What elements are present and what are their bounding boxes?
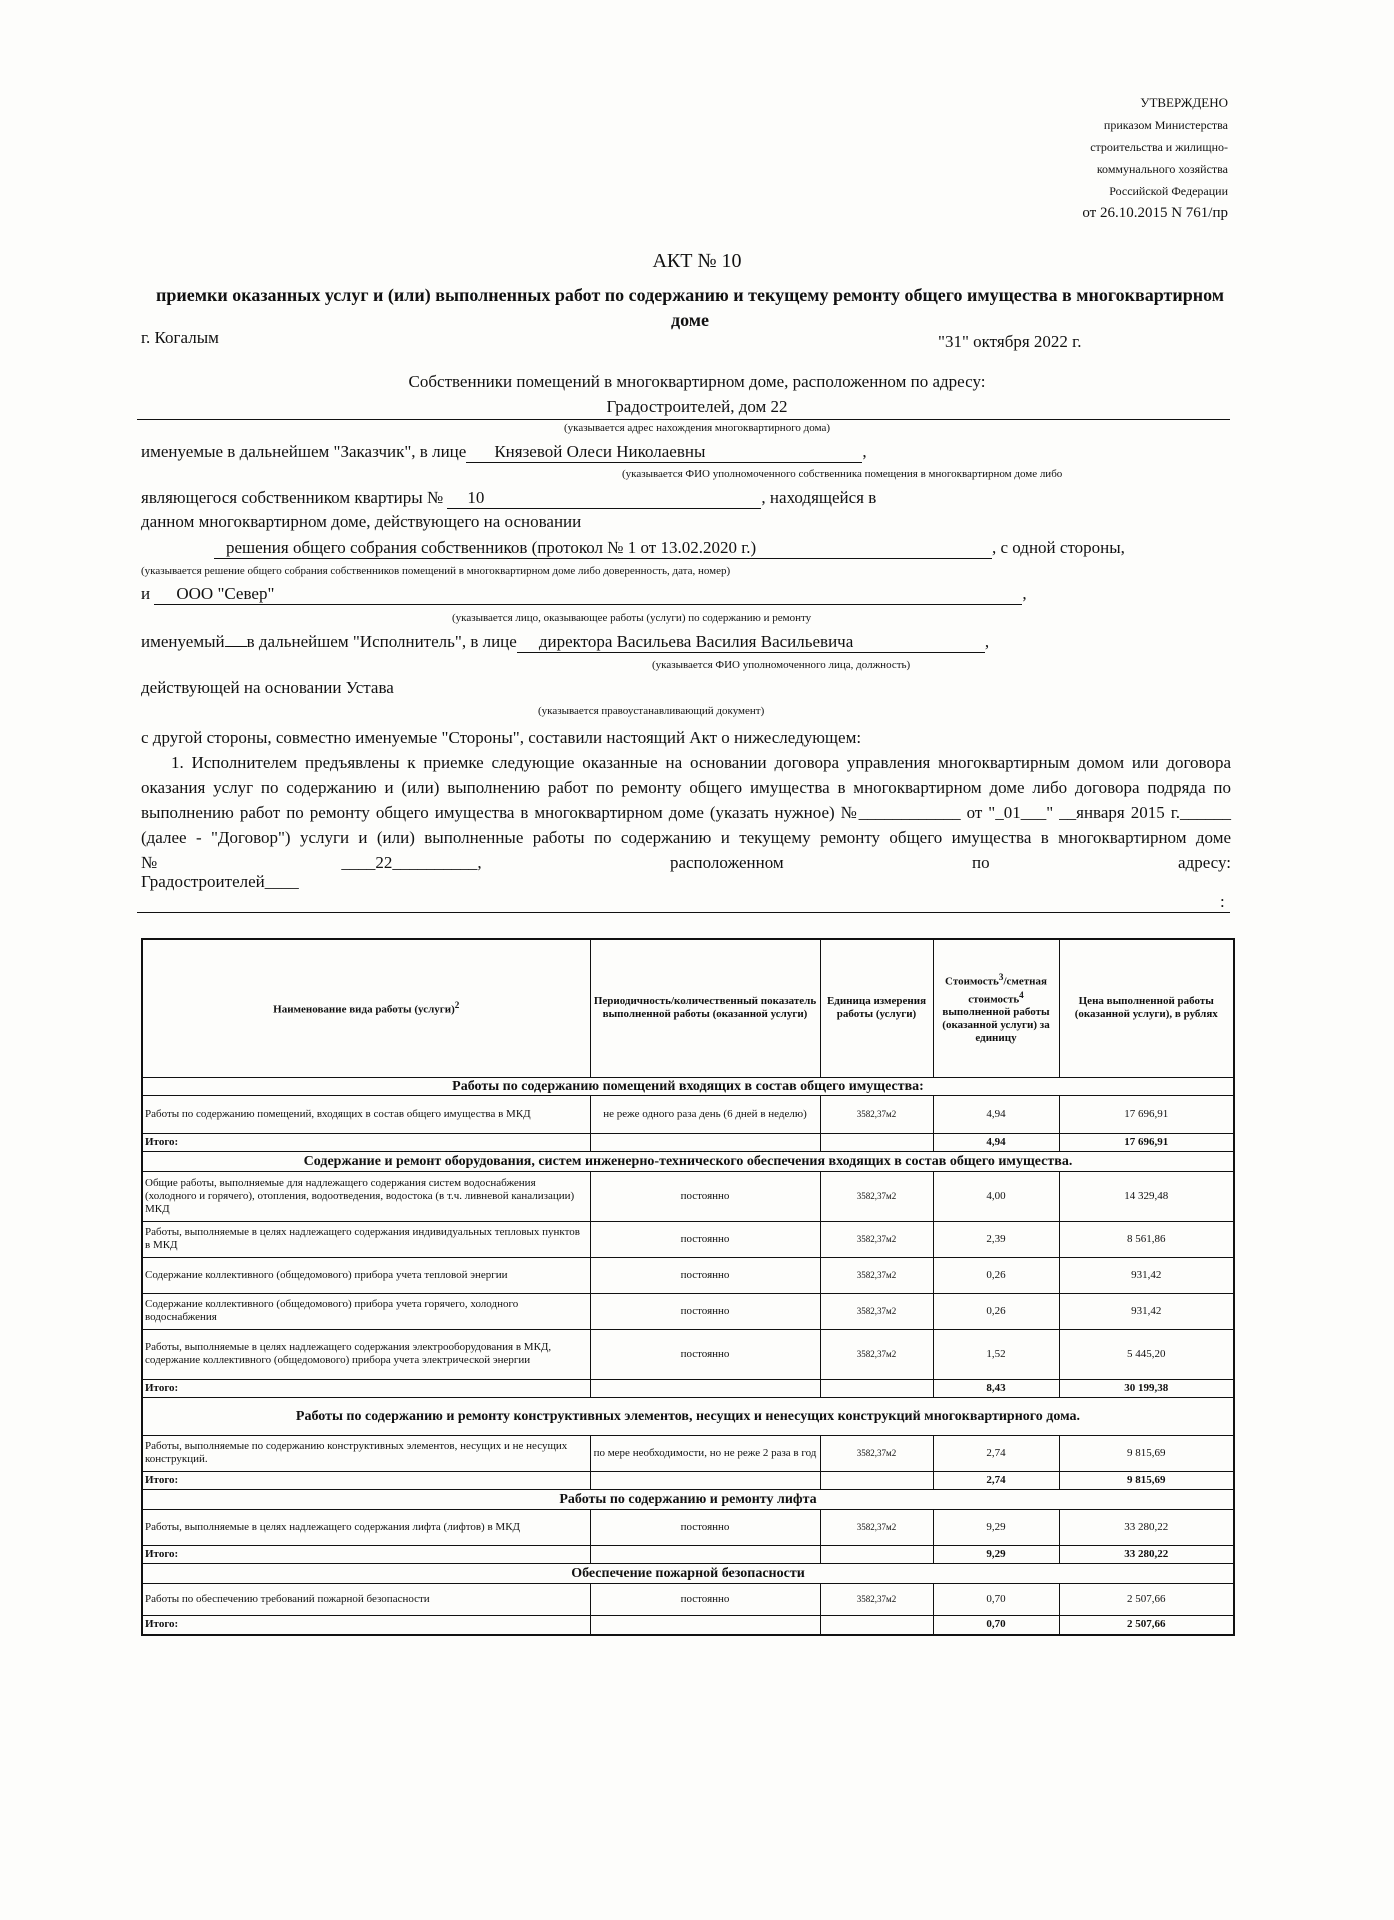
rep-prefix: именуемый xyxy=(141,632,225,651)
header-name: Наименование вида работы (услуги)$^2$ xyxy=(142,939,590,1077)
cell-unit: 3582,37м2 xyxy=(820,1329,933,1379)
table-row xyxy=(142,1435,1234,1471)
apartment-number: 10 xyxy=(447,488,761,509)
cell-period: постоянно xyxy=(590,1221,820,1257)
cell-name: Общие работы, выполняемые для надлежащего содержания систем водоснабжения (холодного и горячего), отопления, водоотведения, водостока (в т.ч. ливневой канализации) МКД xyxy=(142,1171,590,1221)
cell-price: 33 280,22 xyxy=(1059,1509,1234,1545)
table-row xyxy=(142,1509,1234,1545)
body-intro: с другой стороны, совместно именуемые "Стороны", составили настоящий Акт о нижеследующем: xyxy=(141,728,862,747)
contractor-basis: действующей на основании Устава xyxy=(141,678,394,697)
total-row xyxy=(142,1471,1234,1489)
owner-suffix: , находящейся в xyxy=(761,488,877,507)
basis-hint: (указывается решение общего собрания собственников помещений в многоквартирном доме либо доверенность, дата, номер) xyxy=(141,565,731,577)
contractor-basis-hint: (указывается правоустанавливающий документ) xyxy=(538,705,765,717)
cell-period: постоянно xyxy=(590,1509,820,1545)
table-header-row xyxy=(142,939,1234,1077)
body-paragraph xyxy=(141,750,1231,875)
cell-unit: 3582,37м2 xyxy=(820,1171,933,1221)
header-cost: Стоимость$^3$/сметная стоимость$^4$ выполненной работы (оказанной услуги) за единицу xyxy=(933,939,1059,1077)
cell-period: постоянно xyxy=(590,1171,820,1221)
total-cost: 0,70 xyxy=(933,1615,1059,1635)
total-label: Итого: xyxy=(142,1545,590,1563)
total-row xyxy=(142,1545,1234,1563)
cell-unit: 3582,37м2 xyxy=(820,1435,933,1471)
cell-name: Содержание коллективного (общедомового) прибора учета горячего, холодного водоснабжения xyxy=(142,1293,590,1329)
total-row xyxy=(142,1133,1234,1151)
basis-line: данном многоквартирном доме, действующего на основании xyxy=(141,512,582,531)
customer-prefix: именуемые в дальнейшем "Заказчик", в лице xyxy=(141,442,467,461)
cell-period: по мере необходимости, но не реже 2 раза в год xyxy=(590,1435,820,1471)
approval-title: УТВЕРЖДЕНО xyxy=(1140,95,1228,110)
cell-name: Работы по обеспечению требований пожарной безопасности xyxy=(142,1583,590,1615)
cell-period: постоянно xyxy=(590,1293,820,1329)
section-title-row xyxy=(142,1077,1234,1095)
total-price: 9 815,69 xyxy=(1059,1471,1234,1489)
rep-hint: (указывается ФИО уполномоченного лица, должность) xyxy=(652,659,911,671)
rep-mid: в дальнейшем "Исполнитель", в лице xyxy=(246,632,517,651)
cell-unit: 3582,37м2 xyxy=(820,1293,933,1329)
contractor-name: ООО "Север" xyxy=(154,584,1022,605)
cell-period: постоянно xyxy=(590,1329,820,1379)
table-row xyxy=(142,1171,1234,1221)
table-row xyxy=(142,1293,1234,1329)
approval-line: приказом Министерства xyxy=(1103,118,1228,132)
section-title-row xyxy=(142,1151,1234,1171)
cell-name: Работы по содержанию помещений, входящих в состав общего имущества в МКД xyxy=(142,1095,590,1133)
total-cost: 2,74 xyxy=(933,1471,1059,1489)
cell-cost: 4,00 xyxy=(933,1171,1059,1221)
section-title: Обеспечение пожарной безопасности xyxy=(142,1563,1234,1583)
cell-price: 5 445,20 xyxy=(1059,1329,1234,1379)
approval-date: от 26.10.2015 N 761/пр xyxy=(1082,205,1228,221)
cell-unit: 3582,37м2 xyxy=(820,1583,933,1615)
body-p1-end: Градостроителей____ xyxy=(141,872,299,891)
header-period: Периодичность/количественный показатель выполненной работы (оказанной услуги) xyxy=(590,939,820,1077)
section-title-row xyxy=(142,1563,1234,1583)
contractor-line: и ООО "Север" , xyxy=(141,584,1027,603)
total-cost: 9,29 xyxy=(933,1545,1059,1563)
cell-price: 2 507,66 xyxy=(1059,1583,1234,1615)
cell-cost: 4,94 xyxy=(933,1095,1059,1133)
total-label: Итого: xyxy=(142,1471,590,1489)
address-hint: (указывается адрес нахождения многоквартирного дома) xyxy=(563,422,830,434)
total-price: 30 199,38 xyxy=(1059,1379,1234,1397)
approval-line: Российской Федерации xyxy=(1109,184,1228,198)
cell-price: 14 329,48 xyxy=(1059,1171,1234,1221)
contractor-prefix: и xyxy=(141,584,151,603)
total-label: Итого: xyxy=(142,1379,590,1397)
approval-block xyxy=(1082,92,1228,224)
address-continuation-line xyxy=(137,912,1230,913)
total-price: 33 280,22 xyxy=(1059,1545,1234,1563)
cell-price: 17 696,91 xyxy=(1059,1095,1234,1133)
customer-line: именуемые в дальнейшем "Заказчик", в лице Князевой Олеси Николаевны , xyxy=(141,442,867,461)
cell-cost: 0,26 xyxy=(933,1257,1059,1293)
table-row xyxy=(142,1221,1234,1257)
total-cost: 8,43 xyxy=(933,1379,1059,1397)
contractor-hint: (указывается лицо, оказывающее работы (услуги) по содержанию и ремонту xyxy=(452,612,812,624)
cell-cost: 2,74 xyxy=(933,1435,1059,1471)
total-price: 17 696,91 xyxy=(1059,1133,1234,1151)
total-price: 2 507,66 xyxy=(1059,1615,1234,1635)
customer-hint: (указывается ФИО уполномоченного собственника помещения в многоквартирном доме либо xyxy=(622,468,1063,480)
cell-unit: 3582,37м2 xyxy=(820,1509,933,1545)
cell-price: 931,42 xyxy=(1059,1293,1234,1329)
approval-line: коммунального хозяйства xyxy=(1096,162,1228,176)
owners-address: Градостроителей, дом 22 xyxy=(606,397,788,416)
act-date: "31" октября 2022 г. xyxy=(938,332,1082,351)
cell-cost: 0,26 xyxy=(933,1293,1059,1329)
rep-name: директора Васильева Василия Васильевича xyxy=(517,632,985,653)
cell-period: постоянно xyxy=(590,1583,820,1615)
total-label: Итого: xyxy=(142,1615,590,1635)
section-title-row xyxy=(142,1489,1234,1509)
cell-name: Работы, выполняемые по содержанию конструктивных элементов, несущих и не несущих конструкций. xyxy=(142,1435,590,1471)
cell-name: Работы, выполняемые в целях надлежащего содержания электрооборудования в МКД, содержание коллективного (общедомового) прибора учета электрической энергии xyxy=(142,1329,590,1379)
total-label: Итого: xyxy=(142,1133,590,1151)
cell-name: Работы, выполняемые в целях надлежащего содержания лифта (лифтов) в МКД xyxy=(142,1509,590,1545)
address-underline xyxy=(137,419,1230,420)
act-subtitle: приемки оказанных услуг и (или) выполненных работ по содержанию и текущему ремонту общего имущества в многоквартирном доме xyxy=(155,285,1225,330)
cell-name: Содержание коллективного (общедомового) прибора учета тепловой энергии xyxy=(142,1257,590,1293)
basis-wrap xyxy=(214,538,1125,559)
cell-name: Работы, выполняемые в целях надлежащего содержания индивидуальных тепловых пунктов в МКД xyxy=(142,1221,590,1257)
cell-price: 931,42 xyxy=(1059,1257,1234,1293)
table-row xyxy=(142,1257,1234,1293)
approval-line: строительства и жилищно- xyxy=(1090,140,1228,154)
act-city: г. Когалым xyxy=(141,328,219,347)
header-unit: Единица измерения работы (услуги) xyxy=(820,939,933,1077)
cell-period: постоянно xyxy=(590,1257,820,1293)
cell-cost: 0,70 xyxy=(933,1583,1059,1615)
section-title-row xyxy=(142,1397,1234,1435)
header-price: Цена выполненной работы (оказанной услуги), в рублях xyxy=(1059,939,1234,1077)
body-colon: : xyxy=(1220,892,1225,911)
total-row xyxy=(142,1379,1234,1397)
works-table xyxy=(141,938,1235,1636)
table-row xyxy=(142,1583,1234,1615)
section-title: Работы по содержанию и ремонту лифта xyxy=(142,1489,1234,1509)
owners-intro: Собственники помещений в многоквартирном доме, расположенном по адресу: xyxy=(408,372,986,391)
owner-line xyxy=(141,488,876,509)
section-title: Содержание и ремонт оборудования, систем инженерно-технического обеспечения входящих в состав общего имущества. xyxy=(142,1151,1234,1171)
cell-cost: 9,29 xyxy=(933,1509,1059,1545)
act-title: АКТ № 10 xyxy=(652,250,742,272)
cell-unit: 3582,37м2 xyxy=(820,1221,933,1257)
cell-unit: 3582,37м2 xyxy=(820,1257,933,1293)
cell-price: 8 561,86 xyxy=(1059,1221,1234,1257)
body-p1: 1. Исполнителем предъявлены к приемке следующие оказанные на основании договора управления многоквартирным домом или договора оказания услуг по содержанию и (или) выполнению работ по ремонту общего имущества в многоквартирном доме либо договора подряда по выполнению работ по ремонту общего имущества в многоквартирном доме (указать нужное) №____________ от "_01___" __января 2015 г.______ (далее - "Договор") услуги и (или) выполненные работы по содержанию и текущему ремонту общего имущества в многоквартирном доме №____22__________, расположенном по адресу: xyxy=(141,753,1231,872)
section-title: Работы по содержанию помещений входящих в состав общего имущества: xyxy=(142,1077,1234,1095)
owner-prefix: являющегося собственником квартиры № xyxy=(141,488,444,507)
basis-value: решения общего собрания собственников (протокол № 1 от 13.02.2020 г.) xyxy=(214,538,992,559)
cell-cost: 2,39 xyxy=(933,1221,1059,1257)
cell-unit: 3582,37м2 xyxy=(820,1095,933,1133)
rep-line: именуемый в дальнейшем "Исполнитель", в лице директора Васильева Василия Васильевича , xyxy=(141,632,990,651)
table-row xyxy=(142,1095,1234,1133)
total-cost: 4,94 xyxy=(933,1133,1059,1151)
customer-name: Князевой Олеси Николаевны xyxy=(466,442,862,463)
table-row xyxy=(142,1329,1234,1379)
cell-cost: 1,52 xyxy=(933,1329,1059,1379)
cell-price: 9 815,69 xyxy=(1059,1435,1234,1471)
cell-period: не реже одного раза день (6 дней в неделю) xyxy=(590,1095,820,1133)
section-title: Работы по содержанию и ремонту конструктивных элементов, несущих и ненесущих конструкций многоквартирного дома. xyxy=(142,1397,1234,1435)
basis-suffix: , с одной стороны, xyxy=(992,538,1125,557)
total-row xyxy=(142,1615,1234,1635)
